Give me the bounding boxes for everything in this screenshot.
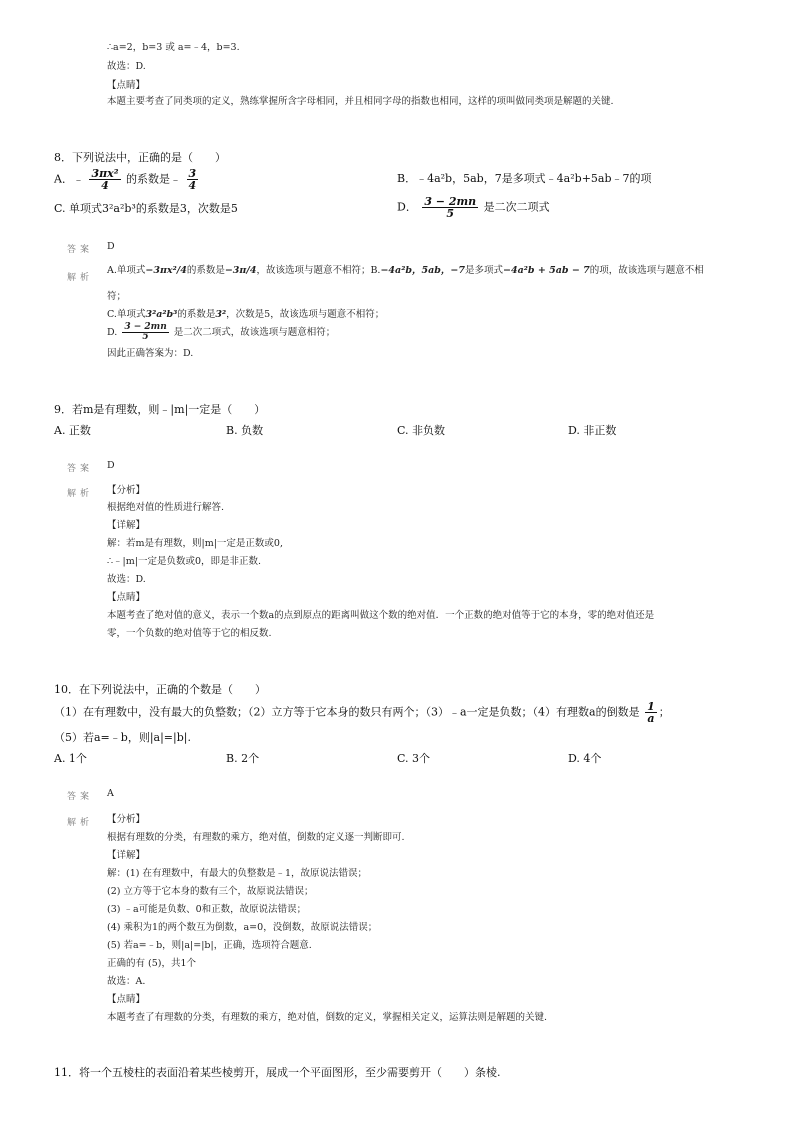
q8-opt-d-post: 是二次二项式 [483,200,550,214]
q9-analysis-line: 根据绝对值的性质进行解答. [107,502,225,513]
text: ； [658,705,670,719]
q8-opt-a-mid: 的系数是﹣ [126,172,182,186]
q9-option-b: B. 负数 [226,424,264,437]
frac-num: 3πx² [91,167,119,180]
q8-answer: D [107,241,115,252]
math: 3²a²b³ [145,309,178,320]
q8-analysis-frac [122,323,168,342]
frac-den: 4 [101,179,109,192]
q10-analysis-line: 根据有理数的分类，有理数的乘方，绝对值，倒数的定义逐一判断即可. [107,832,405,843]
text: 的系数是 [177,309,216,320]
top-line-3: 【点睛】 [107,80,146,91]
q8-opt-a-frac2 [187,168,199,191]
q8-option-d [397,196,550,219]
frac-num: 3 − 2mn [124,322,167,332]
q8-opt-d-frac [422,196,478,219]
text: 的系数是 [186,265,225,276]
text: 的项，故该选项与题意不相 [589,265,704,276]
math: −4a²b + 5ab − 7 [503,265,590,276]
q8-option-b: B．﹣4a²b，5ab，7是多项式﹣4a²b+5ab﹣7的项 [397,172,652,185]
q10-statements-line-2: （5）若a=﹣b，则|a|=|b|. [54,731,191,744]
q10-analysis-line: 【详解】 [107,850,146,861]
frac-den: a [647,712,655,725]
q10-answer-label: 答案 [67,792,94,802]
q10-analysis-line: 正确的有 (5)，共1个 [107,958,197,969]
q8-stem: 8．下列说法中，正确的是（ ） [54,151,226,164]
q8-analysis-line-2: 符； [107,291,127,302]
text: ，次数是5，故该选项与题意不相符； [226,309,385,320]
text: 是二次二项式，故该选项与题意相符； [173,327,336,338]
q8-opt-d-pre: D． [397,200,417,214]
frac-num: 3 − 2mn [424,195,477,208]
q9-analysis-line: 【分析】 [107,485,146,496]
text: ，故该选项与题意不相符；B. [256,265,381,276]
q9-analysis-line: 【详解】 [107,520,146,531]
math: −3π/4 [224,265,257,276]
q9-analysis-line: 零，一个负数的绝对值等于它的相反数. [107,628,272,639]
q9-option-d: D. 非正数 [568,424,617,437]
q10-option-a: A. 1个 [54,752,87,765]
top-line-2: 故选：D. [107,61,146,72]
math: 3² [215,309,227,320]
q10-analysis-line: (3) ﹣a可能是负数、0和正数，故原说法错误； [107,904,307,915]
q9-answer: D [107,460,115,471]
frac-den: 5 [446,207,455,220]
q8-answer-label: 答案 [67,245,94,255]
q9-stem: 9．若m是有理数，则﹣|m|一定是（ ） [54,403,266,416]
q10-analysis-line: (5) 若a=﹣b，则|a|=|b|，正确，选项符合题意. [107,940,312,951]
q10-analysis-line: (4) 乘积为1的两个数互为倒数，a=0，没倒数，故原说法错误； [107,922,378,933]
q8-analysis-line-4 [107,323,335,342]
q8-opt-a-frac1 [89,168,120,191]
q10-option-d: D. 4个 [568,752,602,765]
q10-analysis-line: 本题考查了有理数的分类，有理数的乘方，绝对值，倒数的定义，掌握相关定义，运算法则是解题的关键. [107,1012,548,1023]
q9-answer-label: 答案 [67,464,94,474]
q9-option-c: C. 非负数 [397,424,446,437]
q10-analysis-line: 故选：A. [107,976,146,987]
q10-option-c: C. 3个 [397,752,431,765]
q10-analysis-line: 【点睛】 [107,994,146,1005]
text: D. [107,327,118,338]
math: −3πx²/4 [145,265,187,276]
frac-den: 5 [142,332,149,342]
q10-frac [645,701,657,724]
q8-analysis-line-3 [107,310,384,320]
text: A.单项式 [107,265,146,276]
q11-stem: 11．将一个五棱柱的表面沿着某些棱剪开，展成一个平面图形，至少需要剪开（ ）条棱. [54,1066,501,1079]
text: C.单项式 [107,309,146,320]
top-line-4: 本题主要考查了同类项的定义，熟练掌握所含字母相同，并且相同字母的指数也相同，这样的项叫做同类项是解题的关键. [107,96,614,107]
q9-analysis-line: 【点睛】 [107,592,146,603]
q9-analysis-line: ∴﹣|m|一定是负数或0，即是非正数. [107,556,262,567]
q10-stem: 10．在下列说法中，正确的个数是（ ） [54,683,266,696]
q8-option-a [54,168,200,191]
frac-num: 3 [188,167,197,180]
q9-option-a: A. 正数 [54,424,91,437]
q8-analysis-line-5: 因此正确答案为：D. [107,348,194,359]
frac-den: 4 [188,179,197,192]
frac-num: 1 [647,700,655,713]
q10-option-b: B. 2个 [226,752,260,765]
q9-analysis-line: 解：若m是有理数，则|m|一定是正数或0, [107,538,283,549]
text: 是多项式 [464,265,503,276]
q9-analysis-line: 本题考查了绝对值的意义，表示一个数a的点到原点的距离叫做这个数的绝对值．一个正数的绝对值等于它的本身，零的绝对值还是 [107,610,655,621]
q8-analysis-line-1 [107,266,704,276]
q9-analysis-line: 故选：D. [107,574,146,585]
q10-analysis-label: 解析 [67,818,94,828]
q10-statements-line-1 [54,701,670,724]
q10-analysis-line: (2) 立方等于它本身的数有三个，故原说法错误； [107,886,314,897]
text: （1）在有理数中，没有最大的负整数；（2）立方等于它本身的数只有两个；（3）﹣a一定是负数；（4）有理数a的倒数是 [54,705,640,719]
math: −4a²b，5ab，−7 [380,265,465,276]
q8-opt-a-pre: A．﹣ [54,172,84,186]
q8-option-c: C. 单项式3²a²b³的系数是3，次数是5 [54,202,238,215]
q8-analysis-label: 解析 [67,273,94,283]
q9-analysis-label: 解析 [67,489,94,499]
q10-analysis-line: 【分析】 [107,814,146,825]
top-line-1: ∴a=2，b=3 或 a=﹣4，b=3. [107,42,240,53]
q10-answer: A [107,788,114,799]
q10-analysis-line: 解：(1) 在有理数中，有最大的负整数是﹣1，故原说法错误； [107,868,368,879]
